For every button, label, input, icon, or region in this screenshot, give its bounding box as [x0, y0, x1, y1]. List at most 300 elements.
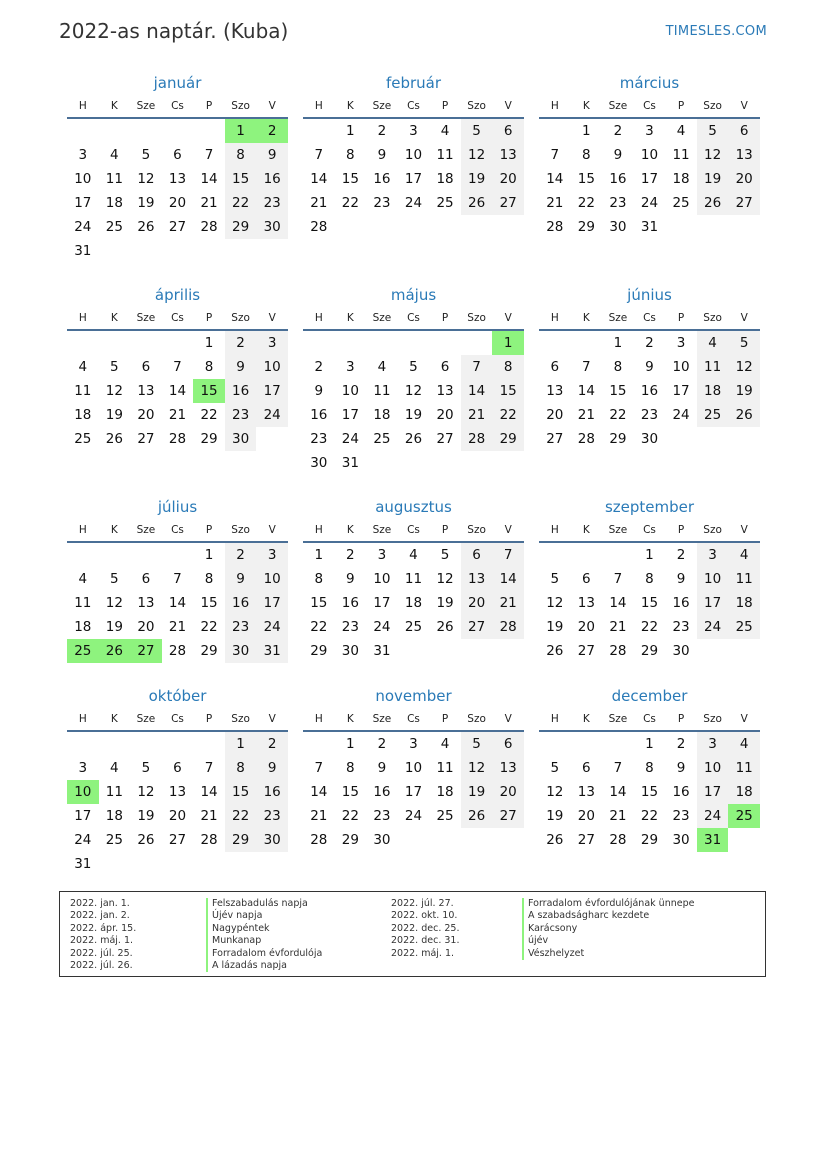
day-cell[interactable]: 16 [310, 407, 328, 423]
day-cell[interactable]: 9 [225, 355, 257, 379]
day-cell[interactable]: 15 [341, 784, 359, 800]
day-cell[interactable]: 2 [613, 123, 623, 139]
day-cell[interactable]: 21 [168, 407, 187, 423]
day-cell[interactable]: 25 [74, 431, 92, 447]
day-cell[interactable]: 6 [728, 119, 760, 143]
day-cell[interactable]: 21 [546, 195, 564, 211]
day-cell[interactable]: 11 [436, 760, 454, 776]
day-cell[interactable]: 5 [550, 760, 560, 776]
day-cell[interactable]: 23 [640, 407, 659, 423]
day-cell[interactable]: 8 [346, 760, 355, 776]
day-cell[interactable]: 18 [728, 591, 760, 615]
day-cell[interactable]: 28 [577, 431, 595, 447]
day-cell[interactable]: 20 [492, 167, 524, 191]
day-cell[interactable]: 1 [346, 123, 355, 139]
day-cell[interactable]: 16 [225, 379, 257, 403]
day-cell[interactable]: 20 [546, 407, 564, 423]
day-cell[interactable]: 11 [672, 147, 690, 163]
day-cell[interactable]: 5 [110, 359, 119, 375]
day-cell[interactable]: 25 [105, 219, 123, 235]
day-cell[interactable]: 28 [609, 643, 627, 659]
day-cell[interactable]: 20 [492, 780, 524, 804]
day-cell[interactable]: 1 [645, 547, 654, 563]
day-cell[interactable]: 19 [436, 595, 454, 611]
day-cell[interactable]: 17 [672, 383, 690, 399]
day-cell[interactable]: 13 [577, 595, 595, 611]
day-cell[interactable]: 26 [461, 191, 493, 215]
day-cell[interactable]: 16 [373, 171, 391, 187]
day-cell[interactable]: 18 [105, 195, 123, 211]
day-cell[interactable]: 28 [200, 832, 218, 848]
day-cell[interactable]: 7 [173, 571, 182, 587]
day-cell[interactable]: 22 [577, 195, 595, 211]
day-cell[interactable]: 18 [74, 619, 92, 635]
day-cell[interactable]: 21 [609, 808, 627, 824]
day-cell[interactable]: 17 [697, 591, 729, 615]
day-cell[interactable]: 9 [676, 760, 686, 776]
day-cell[interactable]: 13 [168, 784, 187, 800]
day-cell[interactable]: 8 [314, 571, 324, 587]
day-cell[interactable]: 16 [373, 784, 391, 800]
day-cell[interactable]: 28 [168, 431, 187, 447]
day-cell[interactable]: 11 [728, 567, 760, 591]
day-cell[interactable]: 5 [728, 331, 760, 355]
day-cell[interactable]: 14 [310, 171, 328, 187]
day-cell[interactable]: 12 [137, 171, 155, 187]
day-cell[interactable]: 11 [404, 571, 423, 587]
day-cell[interactable]: 29 [225, 828, 257, 852]
day-cell[interactable]: 18 [105, 808, 123, 824]
day-cell[interactable]: 31 [341, 455, 359, 471]
day-cell[interactable]: 13 [461, 567, 493, 591]
day-cell[interactable]: 29 [640, 832, 659, 848]
day-cell[interactable]: 8 [613, 359, 623, 375]
day-cell[interactable]: 20 [137, 407, 155, 423]
holiday-day[interactable]: 25 [728, 804, 760, 828]
day-cell[interactable]: 4 [110, 760, 119, 776]
day-cell[interactable]: 15 [640, 784, 659, 800]
day-cell[interactable]: 12 [697, 143, 729, 167]
day-cell[interactable]: 6 [440, 359, 450, 375]
day-cell[interactable]: 26 [697, 191, 729, 215]
day-cell[interactable]: 6 [173, 147, 182, 163]
day-cell[interactable]: 11 [105, 784, 123, 800]
day-cell[interactable]: 24 [697, 804, 729, 828]
day-cell[interactable]: 5 [409, 359, 418, 375]
day-cell[interactable]: 16 [225, 591, 257, 615]
day-cell[interactable]: 13 [137, 383, 155, 399]
day-cell[interactable]: 15 [640, 595, 659, 611]
day-cell[interactable]: 27 [436, 431, 454, 447]
day-cell[interactable]: 13 [546, 383, 564, 399]
day-cell[interactable]: 5 [697, 119, 729, 143]
day-cell[interactable]: 13 [137, 595, 155, 611]
day-cell[interactable]: 17 [373, 595, 391, 611]
day-cell[interactable]: 22 [200, 407, 218, 423]
day-cell[interactable]: 14 [200, 784, 218, 800]
day-cell[interactable]: 12 [404, 383, 423, 399]
day-cell[interactable]: 25 [436, 195, 454, 211]
day-cell[interactable]: 23 [341, 619, 359, 635]
day-cell[interactable]: 18 [697, 379, 729, 403]
day-cell[interactable]: 10 [404, 147, 423, 163]
day-cell[interactable]: 2 [377, 736, 387, 752]
day-cell[interactable]: 25 [105, 832, 123, 848]
day-cell[interactable]: 3 [346, 359, 355, 375]
day-cell[interactable]: 19 [137, 195, 155, 211]
day-cell[interactable]: 10 [256, 355, 288, 379]
day-cell[interactable]: 5 [461, 119, 493, 143]
day-cell[interactable]: 9 [377, 760, 387, 776]
day-cell[interactable]: 24 [341, 431, 359, 447]
day-cell[interactable]: 20 [436, 407, 454, 423]
day-cell[interactable]: 15 [492, 379, 524, 403]
day-cell[interactable]: 28 [310, 832, 328, 848]
day-cell[interactable]: 19 [105, 407, 123, 423]
day-cell[interactable]: 27 [492, 804, 524, 828]
day-cell[interactable]: 31 [373, 643, 391, 659]
day-cell[interactable]: 7 [204, 147, 214, 163]
day-cell[interactable]: 25 [436, 808, 454, 824]
day-cell[interactable]: 13 [168, 171, 187, 187]
day-cell[interactable]: 11 [74, 383, 92, 399]
day-cell[interactable]: 14 [200, 171, 218, 187]
day-cell[interactable]: 14 [310, 784, 328, 800]
day-cell[interactable]: 15 [200, 595, 218, 611]
day-cell[interactable]: 30 [672, 832, 690, 848]
day-cell[interactable]: 2 [314, 359, 324, 375]
holiday-day[interactable]: 1 [492, 331, 524, 355]
day-cell[interactable]: 1 [613, 335, 623, 351]
day-cell[interactable]: 11 [436, 147, 454, 163]
day-cell[interactable]: 29 [225, 215, 257, 239]
day-cell[interactable]: 21 [310, 195, 328, 211]
day-cell[interactable]: 5 [550, 571, 560, 587]
day-cell[interactable]: 26 [546, 832, 564, 848]
day-cell[interactable]: 17 [404, 171, 423, 187]
day-cell[interactable]: 1 [645, 736, 654, 752]
day-cell[interactable]: 19 [137, 808, 155, 824]
day-cell[interactable]: 22 [640, 619, 659, 635]
day-cell[interactable]: 27 [577, 832, 595, 848]
day-cell[interactable]: 7 [314, 760, 324, 776]
day-cell[interactable]: 29 [310, 643, 328, 659]
day-cell[interactable]: 4 [728, 732, 760, 756]
day-cell[interactable]: 18 [436, 171, 454, 187]
day-cell[interactable]: 11 [728, 756, 760, 780]
day-cell[interactable]: 14 [168, 383, 187, 399]
day-cell[interactable]: 29 [492, 427, 524, 451]
day-cell[interactable]: 24 [373, 619, 391, 635]
day-cell[interactable]: 25 [373, 431, 391, 447]
day-cell[interactable]: 17 [341, 407, 359, 423]
day-cell[interactable]: 19 [461, 780, 493, 804]
day-cell[interactable]: 22 [225, 804, 257, 828]
day-cell[interactable]: 16 [640, 383, 659, 399]
day-cell[interactable]: 24 [640, 195, 659, 211]
holiday-day[interactable]: 27 [130, 639, 162, 663]
day-cell[interactable]: 14 [577, 383, 595, 399]
day-cell[interactable]: 7 [613, 760, 623, 776]
day-cell[interactable]: 25 [404, 619, 423, 635]
day-cell[interactable]: 28 [461, 427, 493, 451]
day-cell[interactable]: 29 [200, 643, 218, 659]
day-cell[interactable]: 12 [137, 784, 155, 800]
day-cell[interactable]: 10 [256, 567, 288, 591]
day-cell[interactable]: 17 [256, 591, 288, 615]
day-cell[interactable]: 19 [461, 167, 493, 191]
day-cell[interactable]: 17 [256, 379, 288, 403]
day-cell[interactable]: 28 [492, 615, 524, 639]
day-cell[interactable]: 18 [373, 407, 391, 423]
day-cell[interactable]: 2 [225, 543, 257, 567]
day-cell[interactable]: 28 [168, 643, 187, 659]
day-cell[interactable]: 24 [74, 219, 92, 235]
day-cell[interactable]: 12 [105, 383, 123, 399]
day-cell[interactable]: 8 [204, 571, 214, 587]
day-cell[interactable]: 10 [672, 359, 690, 375]
day-cell[interactable]: 10 [640, 147, 659, 163]
day-cell[interactable]: 2 [346, 547, 355, 563]
day-cell[interactable]: 14 [461, 379, 493, 403]
day-cell[interactable]: 4 [78, 359, 88, 375]
day-cell[interactable]: 27 [168, 832, 187, 848]
day-cell[interactable]: 27 [492, 191, 524, 215]
day-cell[interactable]: 11 [105, 171, 123, 187]
day-cell[interactable]: 21 [200, 808, 218, 824]
holiday-day[interactable]: 31 [697, 828, 729, 852]
day-cell[interactable]: 23 [256, 191, 288, 215]
day-cell[interactable]: 16 [256, 167, 288, 191]
day-cell[interactable]: 4 [440, 123, 450, 139]
day-cell[interactable]: 1 [582, 123, 591, 139]
day-cell[interactable]: 7 [492, 543, 524, 567]
day-cell[interactable]: 18 [728, 780, 760, 804]
day-cell[interactable]: 31 [74, 856, 92, 872]
day-cell[interactable]: 6 [173, 760, 182, 776]
day-cell[interactable]: 9 [225, 567, 257, 591]
day-cell[interactable]: 15 [577, 171, 595, 187]
day-cell[interactable]: 7 [314, 147, 324, 163]
holiday-day[interactable]: 15 [193, 379, 225, 403]
day-cell[interactable]: 30 [373, 832, 391, 848]
day-cell[interactable]: 24 [74, 832, 92, 848]
day-cell[interactable]: 4 [728, 543, 760, 567]
day-cell[interactable]: 11 [373, 383, 391, 399]
holiday-day[interactable]: 26 [99, 639, 131, 663]
day-cell[interactable]: 22 [492, 403, 524, 427]
day-cell[interactable]: 21 [168, 619, 187, 635]
day-cell[interactable]: 22 [200, 619, 218, 635]
day-cell[interactable]: 3 [645, 123, 654, 139]
day-cell[interactable]: 16 [341, 595, 359, 611]
day-cell[interactable]: 12 [728, 355, 760, 379]
day-cell[interactable]: 14 [609, 595, 627, 611]
day-cell[interactable]: 19 [105, 619, 123, 635]
day-cell[interactable]: 7 [173, 359, 182, 375]
day-cell[interactable]: 19 [697, 167, 729, 191]
day-cell[interactable]: 31 [256, 639, 288, 663]
day-cell[interactable]: 16 [256, 780, 288, 804]
day-cell[interactable]: 12 [436, 571, 454, 587]
day-cell[interactable]: 30 [609, 219, 627, 235]
day-cell[interactable]: 30 [310, 455, 328, 471]
day-cell[interactable]: 27 [461, 615, 493, 639]
day-cell[interactable]: 21 [461, 403, 493, 427]
day-cell[interactable]: 18 [436, 784, 454, 800]
day-cell[interactable]: 10 [341, 383, 359, 399]
day-cell[interactable]: 26 [546, 643, 564, 659]
day-cell[interactable]: 30 [225, 427, 257, 451]
day-cell[interactable]: 3 [377, 547, 387, 563]
day-cell[interactable]: 20 [168, 195, 187, 211]
day-cell[interactable]: 24 [256, 615, 288, 639]
day-cell[interactable]: 16 [672, 595, 690, 611]
day-cell[interactable]: 16 [609, 171, 627, 187]
day-cell[interactable]: 17 [404, 784, 423, 800]
day-cell[interactable]: 9 [256, 143, 288, 167]
day-cell[interactable]: 20 [577, 808, 595, 824]
day-cell[interactable]: 26 [105, 431, 123, 447]
day-cell[interactable]: 1 [204, 547, 214, 563]
day-cell[interactable]: 31 [640, 219, 659, 235]
day-cell[interactable]: 13 [492, 143, 524, 167]
site-link[interactable]: TIMESLES.COM [665, 24, 767, 39]
day-cell[interactable]: 9 [676, 571, 686, 587]
day-cell[interactable]: 28 [200, 219, 218, 235]
day-cell[interactable]: 12 [461, 756, 493, 780]
day-cell[interactable]: 12 [546, 784, 564, 800]
day-cell[interactable]: 1 [346, 736, 355, 752]
holiday-day[interactable]: 1 [225, 119, 257, 143]
day-cell[interactable]: 31 [74, 243, 92, 259]
day-cell[interactable]: 28 [310, 219, 328, 235]
day-cell[interactable]: 3 [409, 736, 418, 752]
day-cell[interactable]: 30 [225, 639, 257, 663]
day-cell[interactable]: 5 [141, 760, 151, 776]
day-cell[interactable]: 24 [672, 407, 690, 423]
day-cell[interactable]: 11 [697, 355, 729, 379]
day-cell[interactable]: 21 [200, 195, 218, 211]
day-cell[interactable]: 13 [436, 383, 454, 399]
day-cell[interactable]: 4 [78, 571, 88, 587]
day-cell[interactable]: 6 [550, 359, 560, 375]
day-cell[interactable]: 6 [461, 543, 493, 567]
day-cell[interactable]: 22 [341, 195, 359, 211]
day-cell[interactable]: 8 [582, 147, 591, 163]
day-cell[interactable]: 4 [697, 331, 729, 355]
day-cell[interactable]: 8 [346, 147, 355, 163]
day-cell[interactable]: 30 [341, 643, 359, 659]
day-cell[interactable]: 20 [728, 167, 760, 191]
day-cell[interactable]: 9 [346, 571, 355, 587]
day-cell[interactable]: 14 [609, 784, 627, 800]
day-cell[interactable]: 4 [676, 123, 686, 139]
day-cell[interactable]: 21 [577, 407, 595, 423]
day-cell[interactable]: 24 [404, 808, 423, 824]
day-cell[interactable]: 19 [404, 407, 423, 423]
day-cell[interactable]: 21 [609, 619, 627, 635]
day-cell[interactable]: 9 [314, 383, 324, 399]
day-cell[interactable]: 27 [728, 191, 760, 215]
day-cell[interactable]: 23 [373, 808, 391, 824]
day-cell[interactable]: 26 [404, 431, 423, 447]
day-cell[interactable]: 8 [645, 571, 654, 587]
day-cell[interactable]: 14 [546, 171, 564, 187]
day-cell[interactable]: 24 [404, 195, 423, 211]
day-cell[interactable]: 22 [640, 808, 659, 824]
day-cell[interactable]: 9 [645, 359, 654, 375]
day-cell[interactable]: 26 [728, 403, 760, 427]
day-cell[interactable]: 24 [697, 615, 729, 639]
day-cell[interactable]: 5 [110, 571, 119, 587]
day-cell[interactable]: 4 [377, 359, 387, 375]
day-cell[interactable]: 30 [256, 828, 288, 852]
day-cell[interactable]: 14 [168, 595, 187, 611]
day-cell[interactable]: 6 [141, 359, 151, 375]
day-cell[interactable]: 13 [492, 756, 524, 780]
day-cell[interactable]: 6 [492, 119, 524, 143]
day-cell[interactable]: 9 [613, 147, 623, 163]
day-cell[interactable]: 20 [137, 619, 155, 635]
day-cell[interactable]: 27 [546, 431, 564, 447]
day-cell[interactable]: 6 [582, 760, 591, 776]
day-cell[interactable]: 8 [225, 756, 257, 780]
day-cell[interactable]: 2 [676, 736, 686, 752]
day-cell[interactable]: 23 [672, 808, 690, 824]
day-cell[interactable]: 29 [640, 643, 659, 659]
day-cell[interactable]: 12 [461, 143, 493, 167]
day-cell[interactable]: 12 [546, 595, 564, 611]
day-cell[interactable]: 15 [341, 171, 359, 187]
day-cell[interactable]: 2 [256, 732, 288, 756]
day-cell[interactable]: 8 [645, 760, 654, 776]
day-cell[interactable]: 26 [461, 804, 493, 828]
day-cell[interactable]: 7 [613, 571, 623, 587]
day-cell[interactable]: 2 [377, 123, 387, 139]
day-cell[interactable]: 7 [204, 760, 214, 776]
day-cell[interactable]: 1 [225, 732, 257, 756]
day-cell[interactable]: 8 [204, 359, 214, 375]
day-cell[interactable]: 22 [341, 808, 359, 824]
day-cell[interactable]: 3 [409, 123, 418, 139]
day-cell[interactable]: 20 [577, 619, 595, 635]
day-cell[interactable]: 9 [256, 756, 288, 780]
day-cell[interactable]: 26 [436, 619, 454, 635]
day-cell[interactable]: 23 [310, 431, 328, 447]
day-cell[interactable]: 22 [310, 619, 328, 635]
day-cell[interactable]: 4 [110, 147, 119, 163]
day-cell[interactable]: 26 [137, 832, 155, 848]
day-cell[interactable]: 3 [256, 331, 288, 355]
holiday-day[interactable]: 25 [67, 639, 99, 663]
day-cell[interactable]: 21 [492, 591, 524, 615]
day-cell[interactable]: 13 [577, 784, 595, 800]
day-cell[interactable]: 8 [492, 355, 524, 379]
day-cell[interactable]: 25 [672, 195, 690, 211]
day-cell[interactable]: 23 [672, 619, 690, 635]
day-cell[interactable]: 3 [676, 335, 686, 351]
day-cell[interactable]: 30 [672, 643, 690, 659]
day-cell[interactable]: 1 [204, 335, 214, 351]
day-cell[interactable]: 3 [78, 760, 88, 776]
day-cell[interactable]: 24 [256, 403, 288, 427]
day-cell[interactable]: 10 [373, 571, 391, 587]
holiday-day[interactable]: 2 [256, 119, 288, 143]
day-cell[interactable]: 3 [697, 732, 729, 756]
day-cell[interactable]: 23 [225, 615, 257, 639]
day-cell[interactable]: 10 [697, 756, 729, 780]
